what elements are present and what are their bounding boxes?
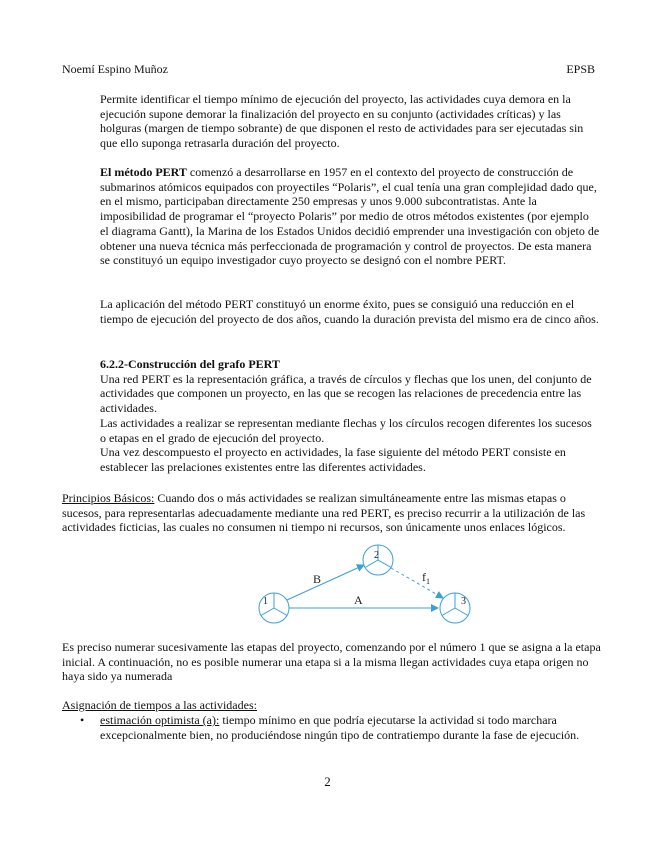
bullet-icon: • bbox=[80, 713, 85, 727]
section-heading: 6.2.2-Construcción del grafo PERT bbox=[100, 357, 280, 371]
intro-paragraph: Permite identificar el tiempo mínimo de ejecución del proyecto, las actividades cuya demora en la ejecución supone demorar la finalización del proyecto en su conjunto (actividades críticas) y las holguras (margen de tiempo sobrante) de que disponen el resto de actividades para ser ejecutadas sin que ello suponga retrasarla duración del proyecto. bbox=[100, 92, 584, 151]
pert-node-3 bbox=[440, 593, 470, 623]
section-line-2: Las actividades a realizar se representan mediante flechas y los círculos recogen diferentes los sucesos o etapas en el grado de ejecución del proyecto. bbox=[100, 415, 592, 445]
node-2-label: 2 bbox=[374, 550, 379, 561]
header-author: Noemí Espino Muñoz bbox=[62, 62, 168, 76]
optimistic-estimate-item bbox=[100, 713, 602, 742]
list-item bbox=[80, 713, 602, 742]
section-line-1: Una red PERT es la representación gráfica, a través de círculos y flechas que los unen, del conjunto de actividades que componen un proyecto, en las que se recogen las relaciones de precedencia entre las actividades. bbox=[100, 371, 592, 416]
success-paragraph: La aplicación del método PERT constituyó un enorme éxito, pues se consiguió una reducción en el tiempo de ejecución del proyecto de dos años, cuando la duración prevista del mismo era de cinco años. bbox=[100, 297, 599, 326]
activity-a-label: A bbox=[354, 593, 363, 607]
optimistic-estimate-label: estimación optimista (a): bbox=[100, 713, 220, 727]
pert-node-1 bbox=[259, 593, 289, 623]
header-school: EPSB bbox=[566, 62, 595, 76]
dummy-activity-arrow bbox=[391, 568, 443, 598]
pert-node-2 bbox=[363, 545, 393, 575]
node-3-label: 3 bbox=[461, 596, 466, 607]
section-line-3: Una vez descompuesto el proyecto en actividades, la fase siguiente del método PERT consiste en establecer las prelaciones existentes entre las diferentes actividades. bbox=[100, 445, 566, 474]
section-pert-construction bbox=[100, 357, 600, 475]
node-1-label: 1 bbox=[263, 596, 268, 607]
pert-history-bold-lead: El método PERT bbox=[100, 165, 187, 179]
principles-text: Cuando dos o más actividades se realizan simultáneamente entre las mismas etapas o sucesos, para representarlas adecuadamente mediante una red PERT, es preciso recurrir a la utilización de las actividades ficticias, las cuales no consumen ni tiempo ni recursos, son únicamente unos enlaces lógicos. bbox=[62, 491, 586, 535]
activity-b-label: B bbox=[313, 572, 322, 586]
principles-paragraph bbox=[62, 491, 602, 535]
numbering-paragraph: Es preciso numerar sucesivamente las etapas del proyecto, comenzando por el número 1 que se asigna a la etapa inicial. A continuación, no es posible numerar una etapa si a la misma llegan actividades cuya etapa origen no haya sido ya numerada bbox=[62, 640, 601, 684]
page-number: 2 bbox=[324, 774, 331, 789]
principles-label: Principios Básicos: bbox=[62, 491, 155, 505]
dummy-activity-label: $f_1$ bbox=[422, 570, 430, 586]
activity-b-arrow bbox=[287, 565, 364, 600]
time-assignment-heading: Asignación de tiempos a las actividades: bbox=[62, 698, 257, 712]
pert-history-paragraph bbox=[100, 165, 600, 268]
optimistic-estimate-text: tiempo mínimo en que podría ejecutarse la actividad si todo marchara excepcionalmente bien, no produciéndose ningún tipo de contratiempo durante la fase de ejecución. bbox=[100, 713, 580, 742]
pert-history-text: comenzó a desarrollarse en 1957 en el contexto del proyecto de construcción de submarinos atómicos equipados con proyectiles “Polaris”, el cual tenía una gran complejidad dado que, en el mismo, participaban directamente 250 empresas y unos 9.000 subcontratistas. Ante la imposibilidad de programar el “proyecto Polaris” por medio de otros métodos existentes (por ejemplo el diagrama Gantt), la Marina de los Estados Unidos decidió emprender una investigación con objeto de obtener una nueva técnica más perfeccionada de programación y control de proyectos. De esta manera se constituyó un equipo investigador cuyo proyecto se designó con el nombre PERT. bbox=[100, 165, 600, 268]
pert-network-diagram bbox=[250, 538, 480, 630]
